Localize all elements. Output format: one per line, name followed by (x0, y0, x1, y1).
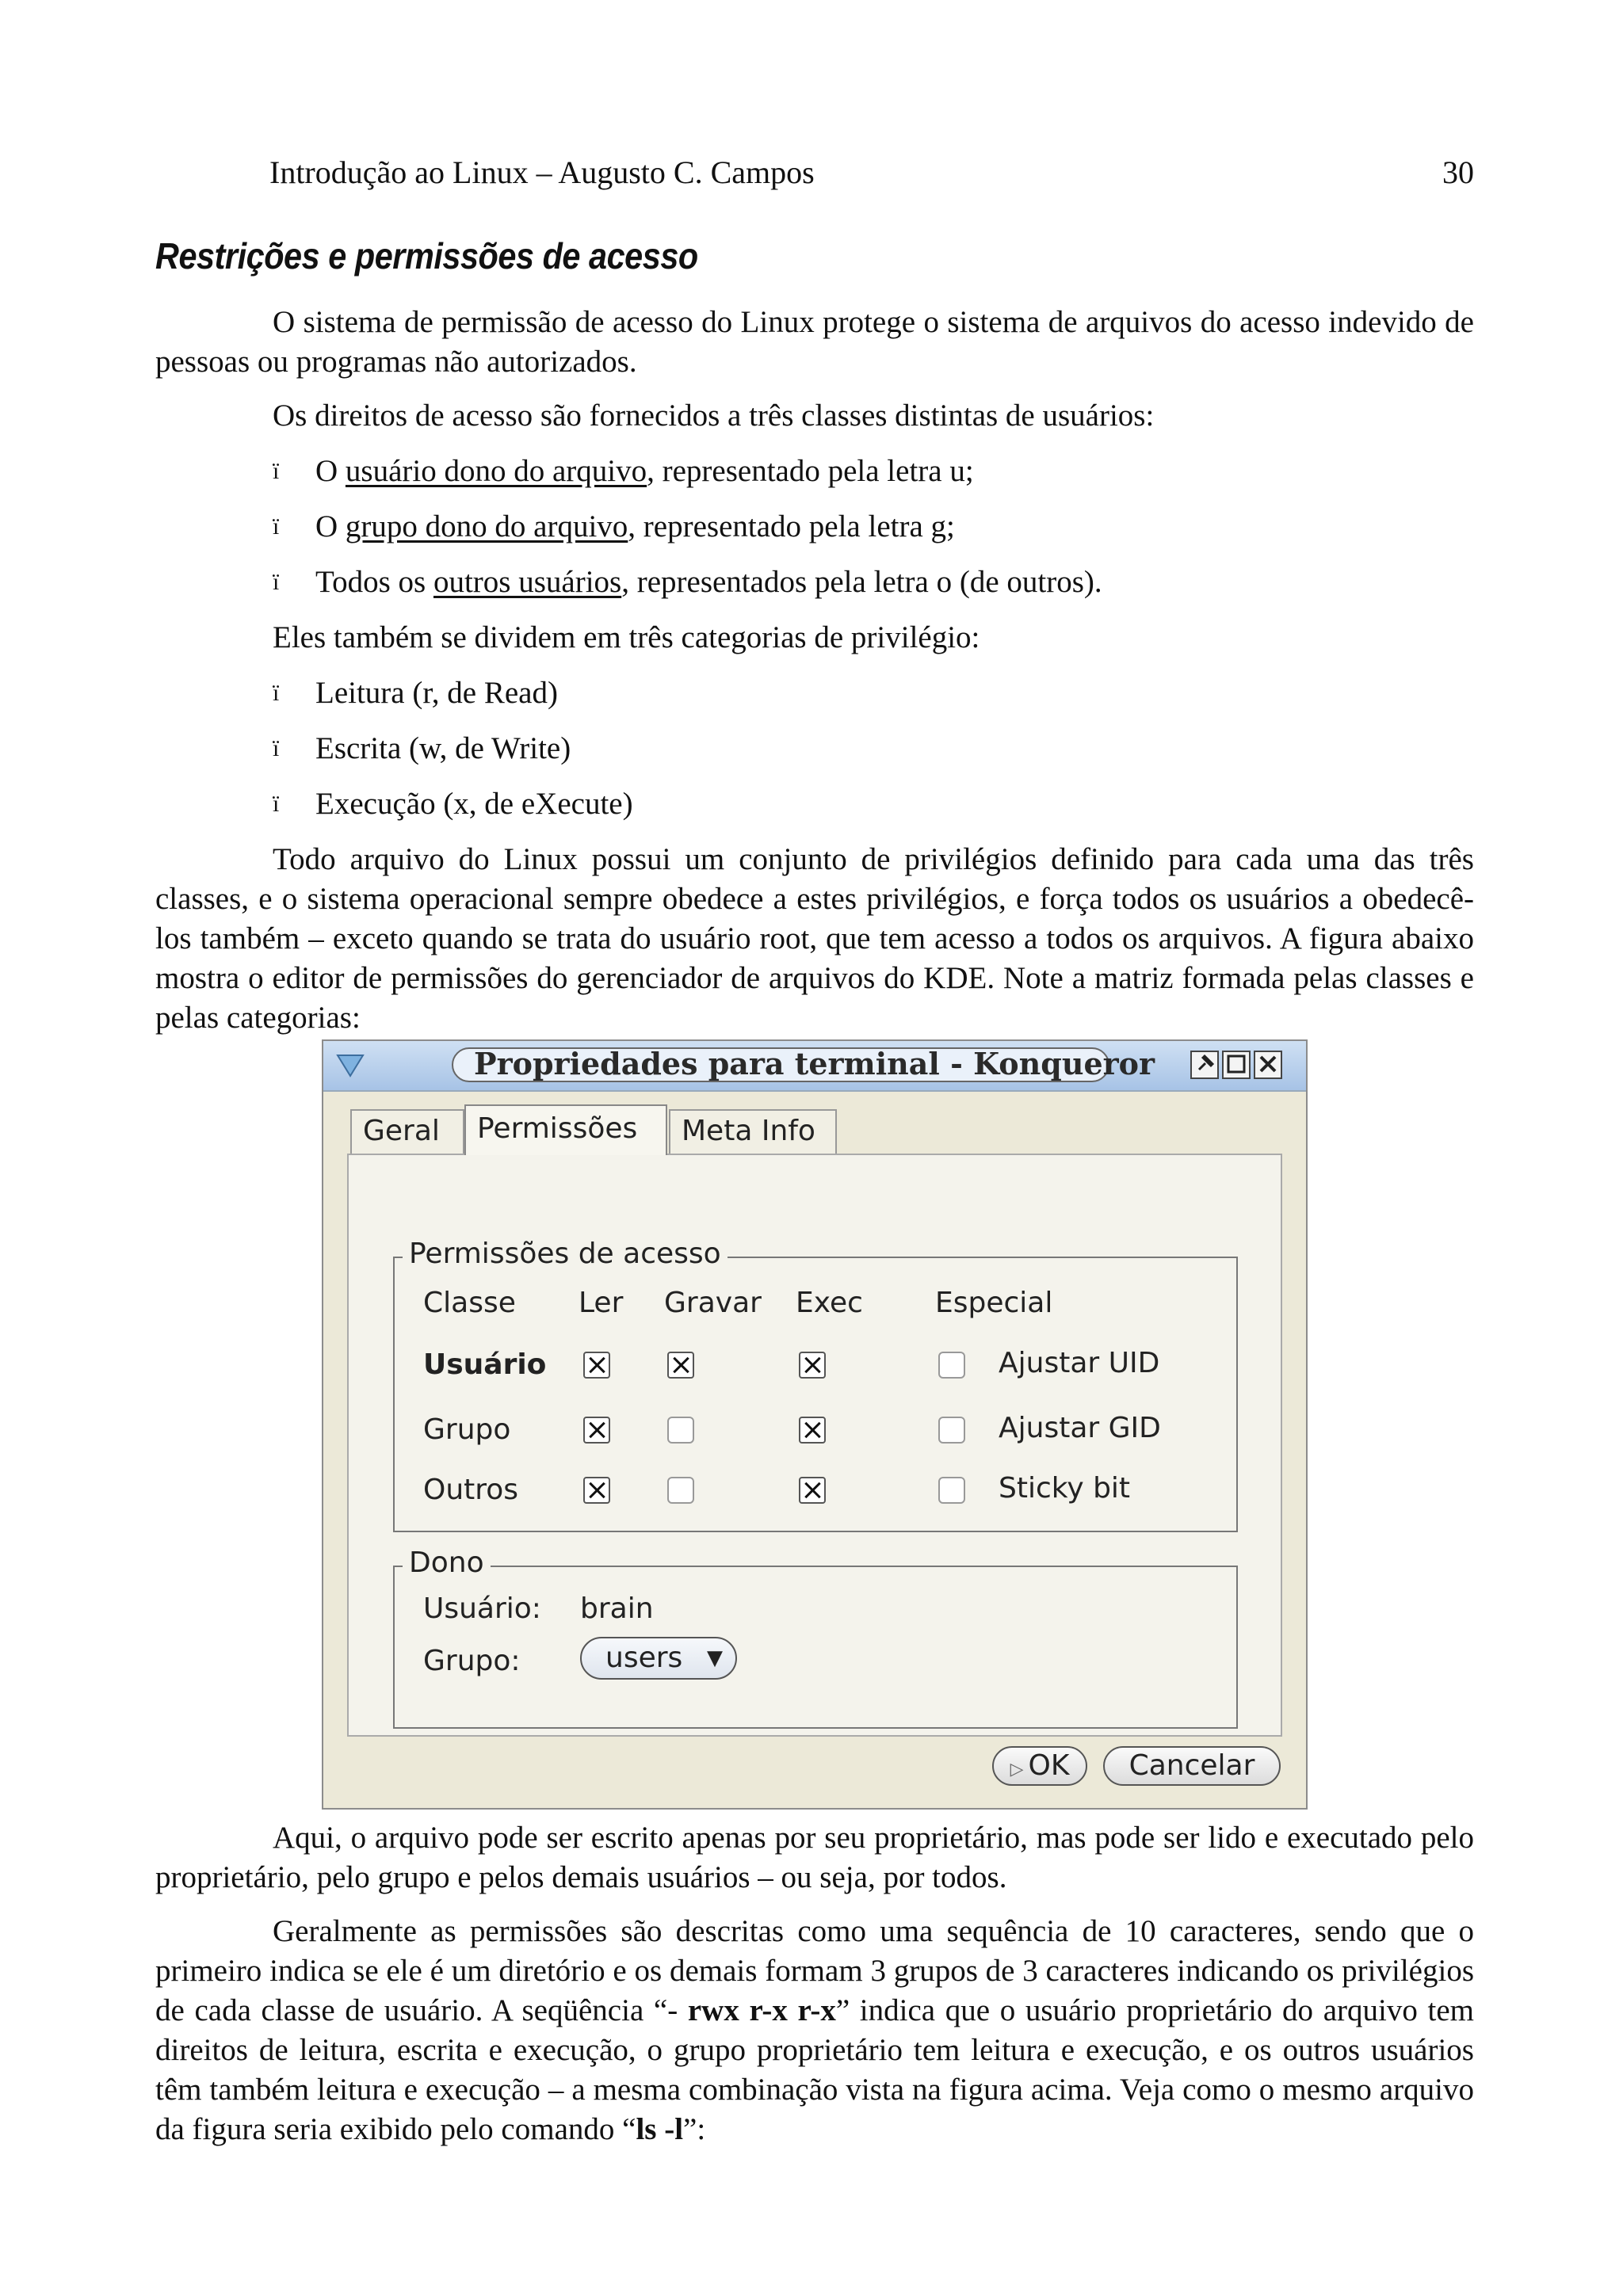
underlined-term: grupo dono do arquivo (345, 509, 628, 543)
classes-intro: Os direitos de acesso são fornecidos a três classes distintas de usuários: (273, 399, 1155, 433)
checkbox-others-exec[interactable] (799, 1477, 826, 1504)
group-select[interactable] (580, 1637, 737, 1680)
permission-string: rwx r-x r-x (687, 1993, 836, 2027)
group-title: Permissões de acesso (403, 1238, 727, 1270)
bullet-icon: ï (273, 513, 280, 540)
checkbox-sticky-bit[interactable] (938, 1477, 965, 1504)
page-number: 30 (1442, 154, 1474, 190)
body-text-top (155, 303, 1474, 1038)
row-label-user: Usuário (423, 1348, 547, 1381)
underlined-term: outros usuários (433, 565, 622, 599)
bullet-icon: ï (273, 680, 280, 706)
owner-group (393, 1547, 1238, 1729)
group-title: Dono (403, 1547, 491, 1579)
section-title: Restrições e permissões de acesso (155, 235, 698, 277)
body-text-bottom (155, 1818, 1474, 2149)
special-label-sticky-bit: Sticky bit (999, 1472, 1131, 1505)
chevron-down-icon: ▼ (707, 1646, 723, 1670)
column-header-exec: Exec (796, 1287, 863, 1319)
owner-user-label: Usuário: (423, 1592, 541, 1625)
bullet-icon: ï (273, 569, 280, 595)
owner-group-label: Grupo: (423, 1645, 521, 1677)
checkbox-set-uid[interactable] (938, 1352, 965, 1379)
list-item: ï O usuário dono do arquivo, representado pela letra u; (155, 452, 1474, 491)
list-item: ï Todos os outros usuários, representados pela letra o (de outros). (155, 563, 1474, 602)
checkbox-group-write[interactable] (667, 1417, 694, 1444)
tab-general[interactable]: Geral (350, 1109, 464, 1154)
bullet-icon: ï (273, 735, 280, 761)
dialog-titlebar (323, 1041, 1306, 1092)
ok-button[interactable]: ▷ OK (992, 1746, 1087, 1786)
figure-explanation-paragraph: Aqui, o arquivo pode ser escrito apenas por seu proprietário, mas pode ser lido e executado pelo proprietário, pelo grupo e pelos demais usuários – ou seja, por todos. (155, 1821, 1474, 1894)
play-arrow-icon: ▷ (1010, 1760, 1024, 1779)
permissions-tab-panel (347, 1154, 1282, 1737)
close-icon[interactable] (1254, 1051, 1282, 1079)
underlined-term: usuário dono do arquivo (345, 454, 647, 488)
checkbox-user-read[interactable] (583, 1352, 610, 1379)
checkbox-group-exec[interactable] (799, 1417, 826, 1444)
tab-meta-info[interactable]: Meta Info (669, 1109, 837, 1154)
special-label-set-gid: Ajustar GID (999, 1412, 1161, 1444)
checkbox-set-gid[interactable] (938, 1417, 965, 1444)
list-item: ï Execução (x, de eXecute) (155, 784, 1474, 824)
row-label-others: Outros (423, 1474, 519, 1506)
special-label-set-uid: Ajustar UID (999, 1347, 1160, 1379)
app-icon (333, 1049, 368, 1081)
bullet-icon: ï (273, 458, 280, 484)
column-header-read: Ler (579, 1287, 624, 1319)
checkbox-user-write[interactable] (667, 1352, 694, 1379)
list-item: ï O grupo dono do arquivo, representado pela letra g; (155, 507, 1474, 547)
intro-paragraph: O sistema de permissão de acesso do Linux protege o sistema de arquivos do acesso indevido de pessoas ou programas não autorizados. (155, 305, 1474, 379)
list-item: ï Escrita (w, de Write) (155, 729, 1474, 769)
column-header-class: Classe (423, 1287, 516, 1319)
checkbox-user-exec[interactable] (799, 1352, 826, 1379)
pin-icon[interactable] (1190, 1051, 1219, 1079)
checkbox-group-read[interactable] (583, 1417, 610, 1444)
checkbox-others-read[interactable] (583, 1477, 610, 1504)
row-label-group: Grupo (423, 1413, 511, 1446)
column-header-write: Gravar (664, 1287, 762, 1319)
owner-user-value: brain (580, 1592, 654, 1625)
running-header-title: Introdução ao Linux – Augusto C. Campos (269, 154, 815, 190)
permissions-dialog-figure (322, 1039, 1308, 1810)
access-permissions-group (393, 1238, 1238, 1532)
list-item: ï Leitura (r, de Read) (155, 673, 1474, 713)
dialog-title: Propriedades para terminal - Konqueror (474, 1046, 1155, 1081)
column-header-special: Especial (935, 1287, 1053, 1319)
maximize-icon[interactable] (1222, 1051, 1251, 1079)
permissions-string-paragraph: Geralmente as permissões são descritas como uma sequência de 10 caracteres, sendo que o primeiro indica se ele é um diretório e os demais formam 3 grupos de 3 caracteres indicando os privilégios de cada classe de usuário. A seqüência “- rwx r-x r-x” indica que o usuário proprietário do arquivo tem direitos de leitura, escrita e execução, o grupo proprietário tem leitura e execução, e os outros usuários têm também leitura e execução – a mesma combinação vista na figura acima. Veja como o mesmo arquivo da figura seria exibido pelo comando “ls -l”: (155, 1914, 1474, 2146)
matrix-paragraph: Todo arquivo do Linux possui um conjunto de privilégios definido para cada uma das três classes, e o sistema operacional sempre obedece a estes privilégios, e força todos os usuários a obedecê-los também – exceto quando se trata do usuário root, que tem acesso a todos os arquivos. A figura abaixo mostra o editor de permissões do gerenciador de arquivos do KDE. Note a matriz formada pelas classes e pelas categorias: (155, 842, 1474, 1035)
tab-permissions[interactable]: Permissões (464, 1104, 667, 1155)
ls-command: ls -l (636, 2112, 684, 2146)
bullet-icon: ï (273, 791, 280, 817)
checkbox-others-write[interactable] (667, 1477, 694, 1504)
group-select-value: users (605, 1642, 683, 1674)
cancel-button[interactable]: Cancelar (1103, 1746, 1281, 1786)
categories-intro: Eles também se dividem em três categorias de privilégio: (273, 620, 980, 654)
